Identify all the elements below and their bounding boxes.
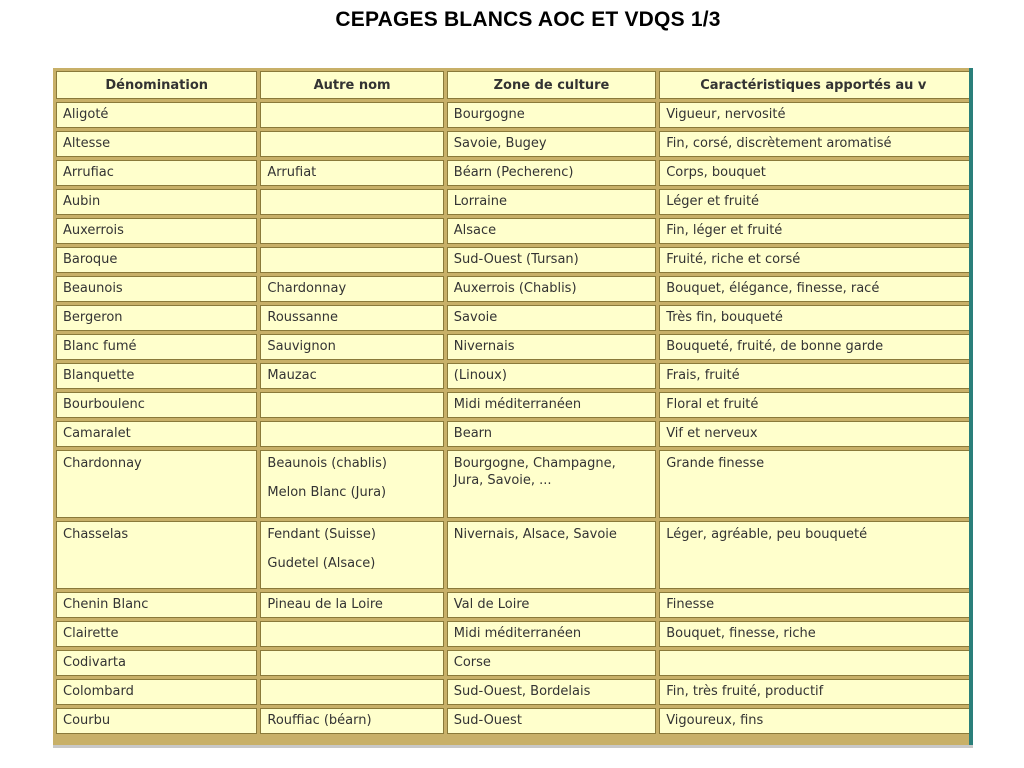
cell-caracteristiques: Bouquet, finesse, riche: [659, 621, 973, 647]
cell-autre-nom: [260, 679, 443, 705]
table-row: [56, 305, 973, 331]
cell-autre-nom: [260, 247, 443, 273]
cell-zone: Bearn: [447, 421, 656, 447]
autre-nom-line-1: Fendant (Suisse): [267, 527, 376, 542]
cell-autre-nom: [260, 450, 443, 518]
cell-caracteristiques: Fin, léger et fruité: [659, 218, 973, 244]
header-autre-nom: Autre nom: [260, 71, 443, 99]
cell-zone: Auxerrois (Chablis): [447, 276, 656, 302]
cell-caracteristiques: Floral et fruité: [659, 392, 973, 418]
table-row: [56, 521, 973, 589]
table-row: [56, 334, 973, 360]
cell-zone: Savoie, Bugey: [447, 131, 656, 157]
table-row: [56, 102, 973, 128]
table-row: [56, 247, 973, 273]
cell-zone: Béarn (Pecherenc): [447, 160, 656, 186]
cell-caracteristiques: Bouquet, élégance, finesse, racé: [659, 276, 973, 302]
cell-zone: Bourgogne: [447, 102, 656, 128]
cell-denomination: Baroque: [56, 247, 257, 273]
table-row: [56, 621, 973, 647]
cell-denomination: Codivarta: [56, 650, 257, 676]
cell-caracteristiques: Fin, très fruité, productif: [659, 679, 973, 705]
table-row: [56, 679, 973, 705]
header-zone-de-culture: Zone de culture: [447, 71, 656, 99]
cell-zone: Sud-Ouest, Bordelais: [447, 679, 656, 705]
cell-denomination: Beaunois: [56, 276, 257, 302]
cell-autre-nom: Chardonnay: [260, 276, 443, 302]
cell-denomination: Camaralet: [56, 421, 257, 447]
cell-caracteristiques: [659, 650, 973, 676]
cell-denomination: Blanquette: [56, 363, 257, 389]
cell-denomination: Courbu: [56, 708, 257, 734]
table-row: [56, 160, 973, 186]
cell-zone: Savoie: [447, 305, 656, 331]
cell-autre-nom: Sauvignon: [260, 334, 443, 360]
page-title: CEPAGES BLANCS AOC ET VDQS 1/3: [335, 8, 721, 31]
cell-zone: (Linoux): [447, 363, 656, 389]
cell-autre-nom: [260, 189, 443, 215]
table-row: [56, 218, 973, 244]
cell-denomination: Bergeron: [56, 305, 257, 331]
cell-zone: Corse: [447, 650, 656, 676]
header-caracteristiques: Caractéristiques apportés au v: [659, 71, 973, 99]
cell-autre-nom: [260, 218, 443, 244]
cell-zone: Alsace: [447, 218, 656, 244]
table-frame: [53, 68, 973, 748]
zone-line-1: Bourgogne, Champagne,: [453, 456, 616, 471]
table-row: [56, 276, 973, 302]
table-row: [56, 708, 973, 734]
cell-caracteristiques: Bouqueté, fruité, de bonne garde: [659, 334, 973, 360]
cell-autre-nom: [260, 102, 443, 128]
table-row: [56, 592, 973, 618]
cell-autre-nom: [260, 421, 443, 447]
cell-caracteristiques: Frais, fruité: [659, 363, 973, 389]
cell-autre-nom: Mauzac: [260, 363, 443, 389]
table-row: [56, 363, 973, 389]
cell-caracteristiques: Finesse: [659, 592, 973, 618]
cell-zone: Lorraine: [447, 189, 656, 215]
cell-denomination: Chasselas: [56, 521, 257, 589]
cell-zone: Nivernais: [447, 334, 656, 360]
table-row: [56, 392, 973, 418]
cell-caracteristiques: Léger, agréable, peu bouqueté: [659, 521, 973, 589]
table-row: [56, 450, 973, 518]
cell-zone: Midi méditerranéen: [447, 392, 656, 418]
cell-caracteristiques: Grande finesse: [659, 450, 973, 518]
autre-nom-line-2: Melon Blanc (Jura): [267, 485, 387, 500]
cell-zone: Sud-Ouest: [447, 708, 656, 734]
table-row: [56, 131, 973, 157]
cell-zone: Val de Loire: [447, 592, 656, 618]
cell-autre-nom: [260, 621, 443, 647]
cell-zone: Nivernais, Alsace, Savoie: [447, 521, 656, 589]
cell-caracteristiques: Vigoureux, fins: [659, 708, 973, 734]
autre-nom-line-2: Gudetel (Alsace): [267, 556, 376, 571]
grape-varieties-table: [53, 68, 973, 737]
cell-denomination: Arrufiac: [56, 160, 257, 186]
table-row: [56, 650, 973, 676]
cell-zone: Sud-Ouest (Tursan): [447, 247, 656, 273]
cell-autre-nom: [260, 392, 443, 418]
cell-denomination: Chardonnay: [56, 450, 257, 518]
cell-caracteristiques: Fin, corsé, discrètement aromatisé: [659, 131, 973, 157]
zone-line-2: Jura, Savoie, ...: [453, 473, 552, 488]
table-row: [56, 421, 973, 447]
cell-autre-nom: [260, 650, 443, 676]
cell-denomination: Altesse: [56, 131, 257, 157]
cell-zone: [447, 450, 656, 518]
table-header-row: [56, 71, 973, 99]
cell-denomination: Blanc fumé: [56, 334, 257, 360]
cell-autre-nom: Arrufiat: [260, 160, 443, 186]
cell-autre-nom: Roussanne: [260, 305, 443, 331]
cell-autre-nom: Rouffiac (béarn): [260, 708, 443, 734]
cell-caracteristiques: Fruité, riche et corsé: [659, 247, 973, 273]
cell-denomination: Bourboulenc: [56, 392, 257, 418]
autre-nom-line-1: Beaunois (chablis): [267, 456, 387, 471]
cell-caracteristiques: Très fin, bouqueté: [659, 305, 973, 331]
cell-caracteristiques: Vigueur, nervosité: [659, 102, 973, 128]
cell-denomination: Chenin Blanc: [56, 592, 257, 618]
cell-caracteristiques: Léger et fruité: [659, 189, 973, 215]
cell-denomination: Auxerrois: [56, 218, 257, 244]
cell-denomination: Colombard: [56, 679, 257, 705]
cell-caracteristiques: Corps, bouquet: [659, 160, 973, 186]
cell-autre-nom: Pineau de la Loire: [260, 592, 443, 618]
cell-caracteristiques: Vif et nerveux: [659, 421, 973, 447]
cell-denomination: Aubin: [56, 189, 257, 215]
cell-zone: Midi méditerranéen: [447, 621, 656, 647]
cell-autre-nom: [260, 521, 443, 589]
header-denomination: Dénomination: [56, 71, 257, 99]
cell-denomination: Aligoté: [56, 102, 257, 128]
cell-autre-nom: [260, 131, 443, 157]
cell-denomination: Clairette: [56, 621, 257, 647]
table-row: [56, 189, 973, 215]
